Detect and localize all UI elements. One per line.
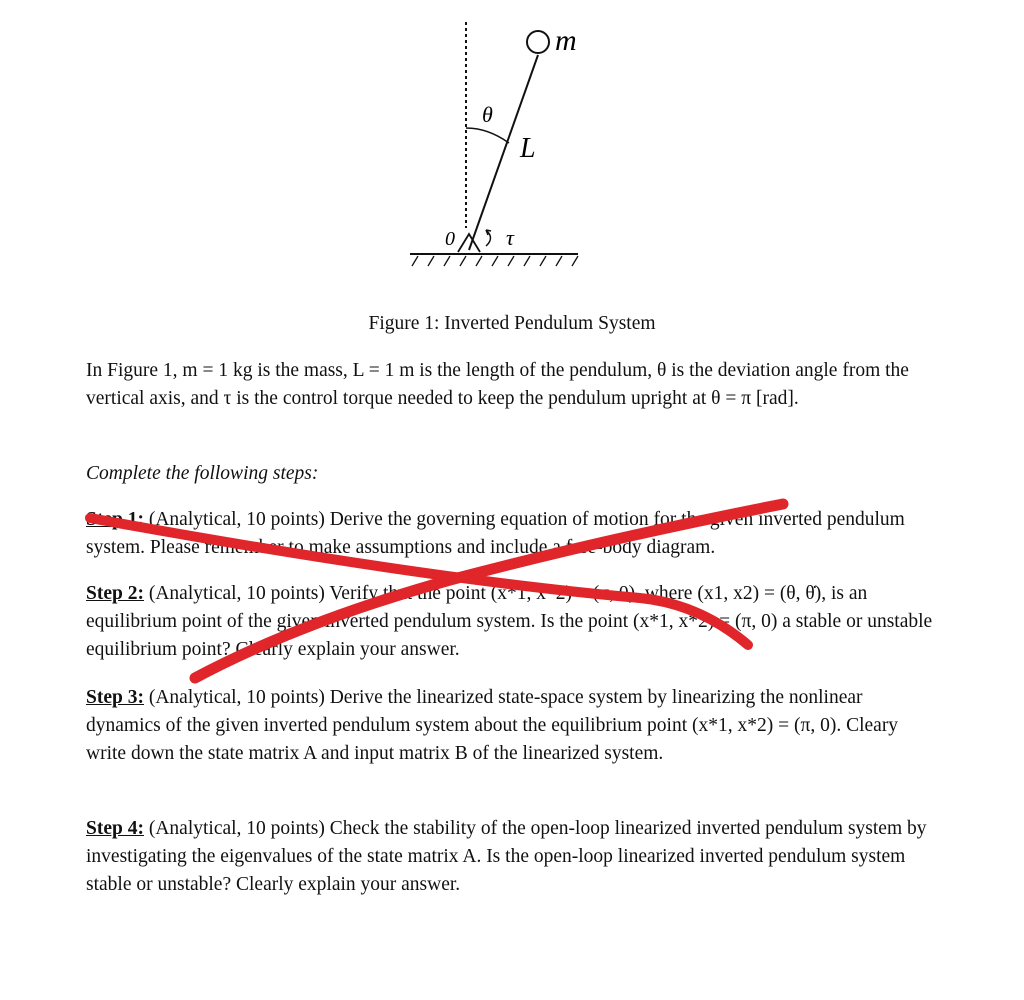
- mass-circle: [527, 31, 549, 53]
- step-4-text: (Analytical, 10 points) Check the stability of the open-loop linearized inverted pendulum system by investigating the eigenvalues of the state matrix A. Is the open-loop linearized inverted pendulum system stable or unstable? Clearly explain your answer.: [86, 818, 927, 895]
- angle-arc: [466, 128, 509, 143]
- inverted-pendulum-figure: [0, 0, 1024, 300]
- ground-hatch: [412, 256, 578, 266]
- mass-label: m: [555, 24, 577, 57]
- figure-caption: Figure 1: Inverted Pendulum System: [368, 313, 656, 334]
- step-4: [86, 815, 936, 899]
- step-4-label: Step 4:: [86, 818, 144, 839]
- angle-label: θ: [482, 102, 493, 127]
- step-3: [86, 684, 936, 768]
- instructions-text: Complete the following steps:: [86, 463, 319, 484]
- intro-paragraph: In Figure 1, m = 1 kg is the mass, L = 1 m is the length of the pendulum, θ is the deviation angle from the vertical axis, and τ is the control torque needed to keep the pendulum upright at θ = π [rad].: [86, 360, 909, 409]
- torque-label: τ: [506, 225, 514, 250]
- step-2-label: Step 2:: [86, 583, 144, 604]
- step-1: [86, 506, 936, 562]
- step-3-text: (Analytical, 10 points) Derive the linearized state-space system by linearizing the nonlinear dynamics of the given inverted pendulum system about the equilibrium point (x*1, x*2) = (π, 0). Cleary write down the state matrix A and input matrix B of the linearized system.: [86, 687, 899, 764]
- step-3-label: Step 3:: [86, 687, 144, 708]
- step-1-label: Step 1:: [86, 509, 144, 530]
- step-2: [86, 580, 936, 664]
- length-label: L: [520, 133, 536, 164]
- step-1-text: (Analytical, 10 points) Derive the governing equation of motion for the given inverted pendulum system. Please remember to make assumptions and include a free-body diagram.: [86, 509, 905, 558]
- pivot-label: 0: [445, 228, 455, 250]
- step-2-text: (Analytical, 10 points) Verify that the point (x*1, x*2) = (π, 0), where (x1, x2) = (θ, θ̇), is an equilibrium point of the given inverted pendulum system. Is the point (x*1, x*2) = (π, 0) a stable or unstable equilibrium point? Clearly explain your answer.: [86, 583, 933, 660]
